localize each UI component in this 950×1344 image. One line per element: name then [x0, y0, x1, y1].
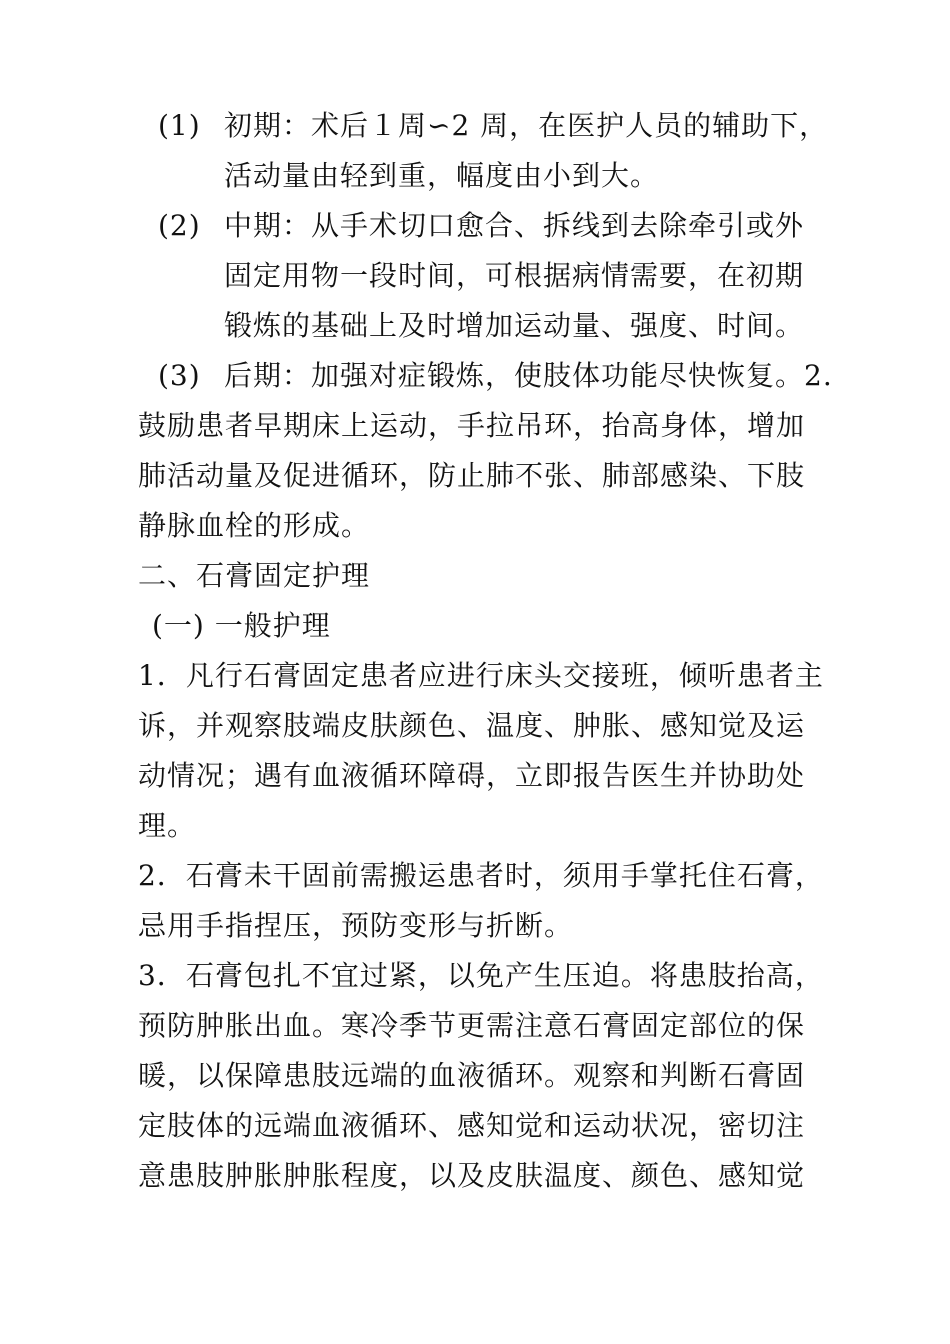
- subsection-heading: (一) 一般护理: [152, 609, 331, 642]
- phase-1-number: (1): [158, 109, 201, 142]
- item-3-line-2: 预防肿胀出血。寒冷季节更需注意石膏固定部位的保: [138, 1009, 806, 1042]
- item-3-line-1: 3．石膏包扎不宜过紧，以免产生压迫。将患肢抬高，: [138, 959, 824, 992]
- phase-2-line-3: 锻炼的基础上及时增加运动量、强度、时间。: [224, 309, 805, 342]
- paragraph-line-1: 鼓励患者早期床上运动，手拉吊环，抬高身体，增加: [138, 409, 806, 442]
- item-3-line-4: 定肢体的远端血液循环、感知觉和运动状况，密切注: [138, 1109, 806, 1142]
- phase-2-line-2: 固定用物一段时间，可根据病情需要，在初期: [224, 259, 805, 292]
- item-2-line-2: 忌用手指捏压，预防变形与折断。: [138, 909, 574, 942]
- paragraph-line-3: 静脉血栓的形成。: [138, 509, 371, 542]
- item-3-line-3: 暖，以保障患肢远端的血液循环。观察和判断石膏固: [138, 1059, 806, 1092]
- phase-2-line-1: 中期：从手术切口愈合、拆线到去除牵引或外: [224, 209, 805, 242]
- paragraph-line-2: 肺活动量及促进循环，防止肺不张、肺部感染、下肢: [138, 459, 806, 492]
- phase-1-line-1: 初期：术后１周∽2 周，在医护人员的辅助下，: [224, 109, 829, 142]
- phase-2-number: (2): [158, 209, 201, 242]
- item-1-line-1: 1．凡行石膏固定患者应进行床头交接班，倾听患者主: [138, 659, 824, 692]
- phase-3-line-1: 后期：加强对症锻炼，使肢体功能尽快恢复。2.: [224, 359, 833, 392]
- item-3-line-5: 意患肢肿胀肿胀程度，以及皮肤温度、颜色、感知觉: [138, 1159, 806, 1192]
- phase-3-number: (3): [158, 359, 201, 392]
- item-1-line-4: 理。: [138, 809, 197, 842]
- item-1-line-3: 动情况；遇有血液循环障碍，立即报告医生并协助处: [138, 759, 806, 792]
- item-1-line-2: 诉，并观察肢端皮肤颜色、温度、肿胀、感知觉及运: [138, 709, 806, 742]
- phase-1-line-2: 活动量由轻到重，幅度由小到大。: [224, 159, 660, 192]
- item-2-line-1: 2．石膏未干固前需搬运患者时，须用手掌托住石膏，: [138, 859, 824, 892]
- section-heading: 二、石膏固定护理: [138, 559, 371, 592]
